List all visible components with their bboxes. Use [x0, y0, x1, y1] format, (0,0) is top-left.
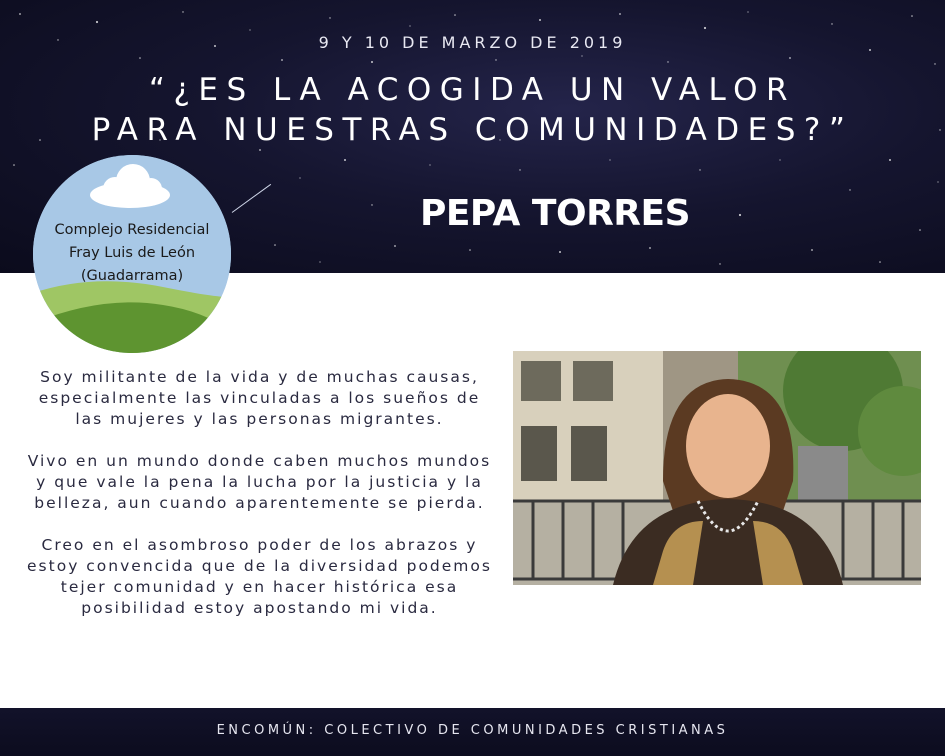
speaker-bio — [22, 367, 497, 640]
venue-name-line-3: (Guadarrama) — [80, 268, 184, 284]
event-title — [0, 70, 945, 150]
bio-paragraph-1: Soy militante de la vida y de muchas causas, especialmente las vinculadas a los sueños de las mujeres y las personas migrantes. — [38, 368, 481, 428]
bio-paragraph-2: Vivo en un mundo donde caben muchos mundos y que vale la pena la lucha por la justicia y la belleza, aun cuando aparentemente se pierda. — [27, 452, 492, 512]
venue-name — [33, 219, 231, 288]
bio-paragraph-3: Creo en el asombroso poder de los abrazos y estoy convencida que de la diversidad podemos tejer comunidad y en hacer histórica esa posibilidad estoy apostando mi vida. — [27, 536, 492, 617]
organization-name: ENCOMÚN: COLECTIVO DE COMUNIDADES CRISTIANAS — [216, 723, 729, 738]
event-title-line-1: “¿ES LA ACOGIDA UN VALOR — [148, 72, 797, 108]
event-title-line-2: PARA NUESTRAS COMUNIDADES?” — [91, 112, 854, 148]
speaker-portrait-image — [513, 351, 921, 585]
venue-name-line-1: Complejo Residencial — [54, 222, 210, 238]
footer-banner — [0, 708, 945, 756]
event-date: 9 Y 10 DE MARZO DE 2019 — [318, 33, 627, 52]
venue-logo — [33, 155, 231, 353]
venue-name-line-2: Fray Luis de León — [68, 245, 196, 261]
speaker-name: PEPA TORRES — [419, 193, 691, 234]
speaker-photo — [513, 351, 921, 585]
